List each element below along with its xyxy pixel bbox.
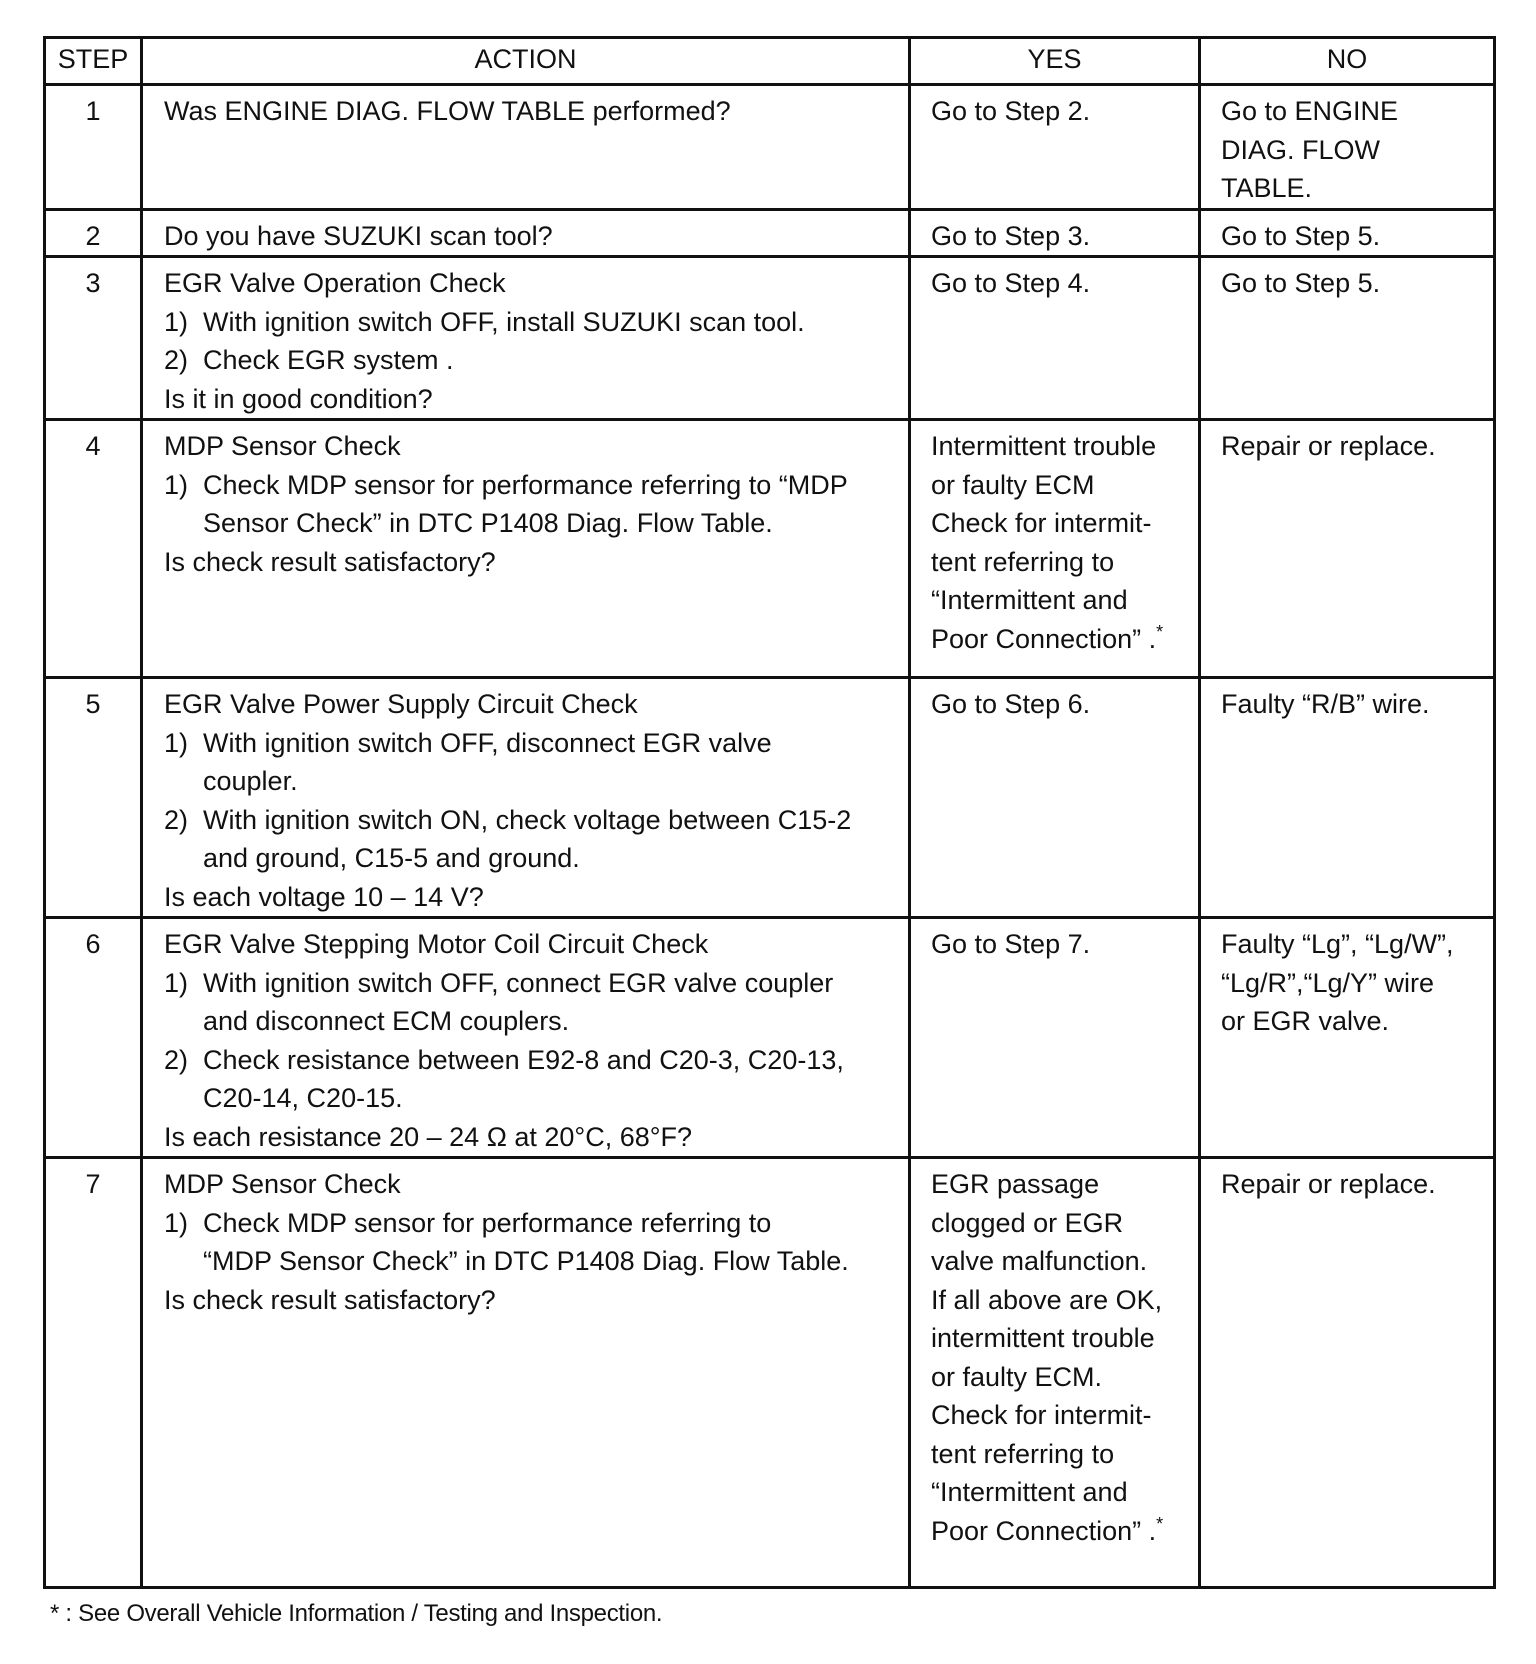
action-question: Is check result satisfactory? xyxy=(164,1284,496,1315)
action-substep xyxy=(164,724,902,801)
action-title: EGR Valve Stepping Motor Coil Circuit Check xyxy=(164,929,709,959)
no-cell: Go to Step 5. xyxy=(1200,257,1495,420)
yes-cell: Go to Step 3. xyxy=(910,209,1200,257)
step-number: 1 xyxy=(45,85,142,210)
step-number: 5 xyxy=(45,678,142,918)
yes-cell: Go to Step 6. xyxy=(910,678,1200,918)
substep-text: With ignition switch OFF, install SUZUKI scan tool. xyxy=(203,306,805,337)
action-cell xyxy=(142,257,910,420)
substep-number: 2) xyxy=(164,345,189,375)
no-cell: Go to Step 5. xyxy=(1200,209,1495,257)
substep-number: 1) xyxy=(164,967,189,998)
action-substep xyxy=(164,466,902,543)
action-substep xyxy=(164,303,902,342)
step-number: 3 xyxy=(45,257,142,420)
substep-number: 1) xyxy=(164,727,189,758)
action-cell xyxy=(142,1158,910,1588)
yes-cell: Go to Step 7. xyxy=(910,918,1200,1158)
yes-cell xyxy=(910,1158,1200,1588)
substep-text: Check resistance between E92-8 and C20-3, C20-13, C20-14, C20-15. xyxy=(203,1044,844,1113)
table-row xyxy=(45,1158,1495,1588)
header-yes: YES xyxy=(910,38,1200,85)
action-question: Is it in good condition? xyxy=(164,383,433,414)
header-step: STEP xyxy=(45,38,142,85)
substep-number: 1) xyxy=(164,1207,189,1238)
table-row xyxy=(45,420,1495,678)
no-cell: Repair or replace. xyxy=(1200,420,1495,678)
substep-number: 2) xyxy=(164,804,189,835)
footnote-marker: * xyxy=(1156,1513,1164,1534)
substep-text: Check MDP sensor for performance referring to “MDP Sensor Check” in DTC P1408 Diag. Flow Table. xyxy=(203,1207,849,1276)
action-substep xyxy=(164,801,902,878)
substep-number: 2) xyxy=(164,1044,189,1075)
action-title: MDP Sensor Check xyxy=(164,431,401,461)
action-cell xyxy=(142,209,910,257)
no-cell: Faulty “R/B” wire. xyxy=(1200,678,1495,918)
yes-text: Intermittent trouble or faulty ECM Check for intermit- tent referring to “Intermittent and Poor Connection” . xyxy=(931,431,1157,654)
action-cell xyxy=(142,678,910,918)
header-row xyxy=(45,38,1495,85)
step-number: 4 xyxy=(45,420,142,678)
table-row xyxy=(45,257,1495,420)
table-row xyxy=(45,85,1495,210)
footnote-marker: * xyxy=(1156,621,1164,642)
substep-text: Check MDP sensor for performance referring to “MDP Sensor Check” in DTC P1408 Diag. Flow Table. xyxy=(203,469,848,538)
action-substep xyxy=(164,1204,902,1281)
action-title: EGR Valve Power Supply Circuit Check xyxy=(164,689,638,719)
step-number: 2 xyxy=(45,209,142,257)
substep-text: With ignition switch OFF, disconnect EGR valve coupler. xyxy=(203,727,772,796)
substep-text: With ignition switch OFF, connect EGR valve coupler and disconnect ECM couplers. xyxy=(203,967,834,1036)
substep-number: 1) xyxy=(164,306,189,337)
action-title: MDP Sensor Check xyxy=(164,1169,401,1199)
diagnostic-flow-table xyxy=(43,36,1496,1589)
no-cell: Faulty “Lg”, “Lg/W”, “Lg/R”,“Lg/Y” wire or EGR valve. xyxy=(1200,918,1495,1158)
action-cell xyxy=(142,420,910,678)
action-substep xyxy=(164,964,902,1041)
substep-number: 1) xyxy=(164,469,189,500)
substep-text: With ignition switch ON, check voltage between C15-2 and ground, C15-5 and ground. xyxy=(203,804,852,873)
table-row xyxy=(45,678,1495,918)
step-number: 7 xyxy=(45,1158,142,1588)
yes-text: EGR passage clogged or EGR valve malfunction. If all above are OK, intermittent trouble or faulty ECM. Check for intermit- tent referring to “Intermittent and Poor Connection” . xyxy=(931,1169,1163,1546)
action-substep xyxy=(164,1041,902,1118)
header-action: ACTION xyxy=(142,38,910,85)
action-title: EGR Valve Operation Check xyxy=(164,268,506,298)
header-no: NO xyxy=(1200,38,1495,85)
substep-text: Check EGR system . xyxy=(203,345,454,375)
action-title: Do you have SUZUKI scan tool? xyxy=(164,220,553,251)
action-question: Is check result satisfactory? xyxy=(164,546,496,577)
action-question: Is each voltage 10 – 14 V? xyxy=(164,881,484,912)
action-cell xyxy=(142,85,910,210)
action-question: Is each resistance 20 – 24 Ω at 20°C, 68°F? xyxy=(164,1121,693,1152)
yes-cell: Go to Step 2. xyxy=(910,85,1200,210)
yes-cell: Go to Step 4. xyxy=(910,257,1200,420)
yes-cell xyxy=(910,420,1200,678)
no-cell: Go to ENGINE DIAG. FLOW TABLE. xyxy=(1200,85,1495,210)
table-row xyxy=(45,209,1495,257)
action-cell xyxy=(142,918,910,1158)
action-title: Was ENGINE DIAG. FLOW TABLE performed? xyxy=(164,96,731,126)
no-cell: Repair or replace. xyxy=(1200,1158,1495,1588)
step-number: 6 xyxy=(45,918,142,1158)
table-row xyxy=(45,918,1495,1158)
action-substep xyxy=(164,341,902,380)
footnote: * : See Overall Vehicle Information / Testing and Inspection. xyxy=(50,1600,663,1627)
